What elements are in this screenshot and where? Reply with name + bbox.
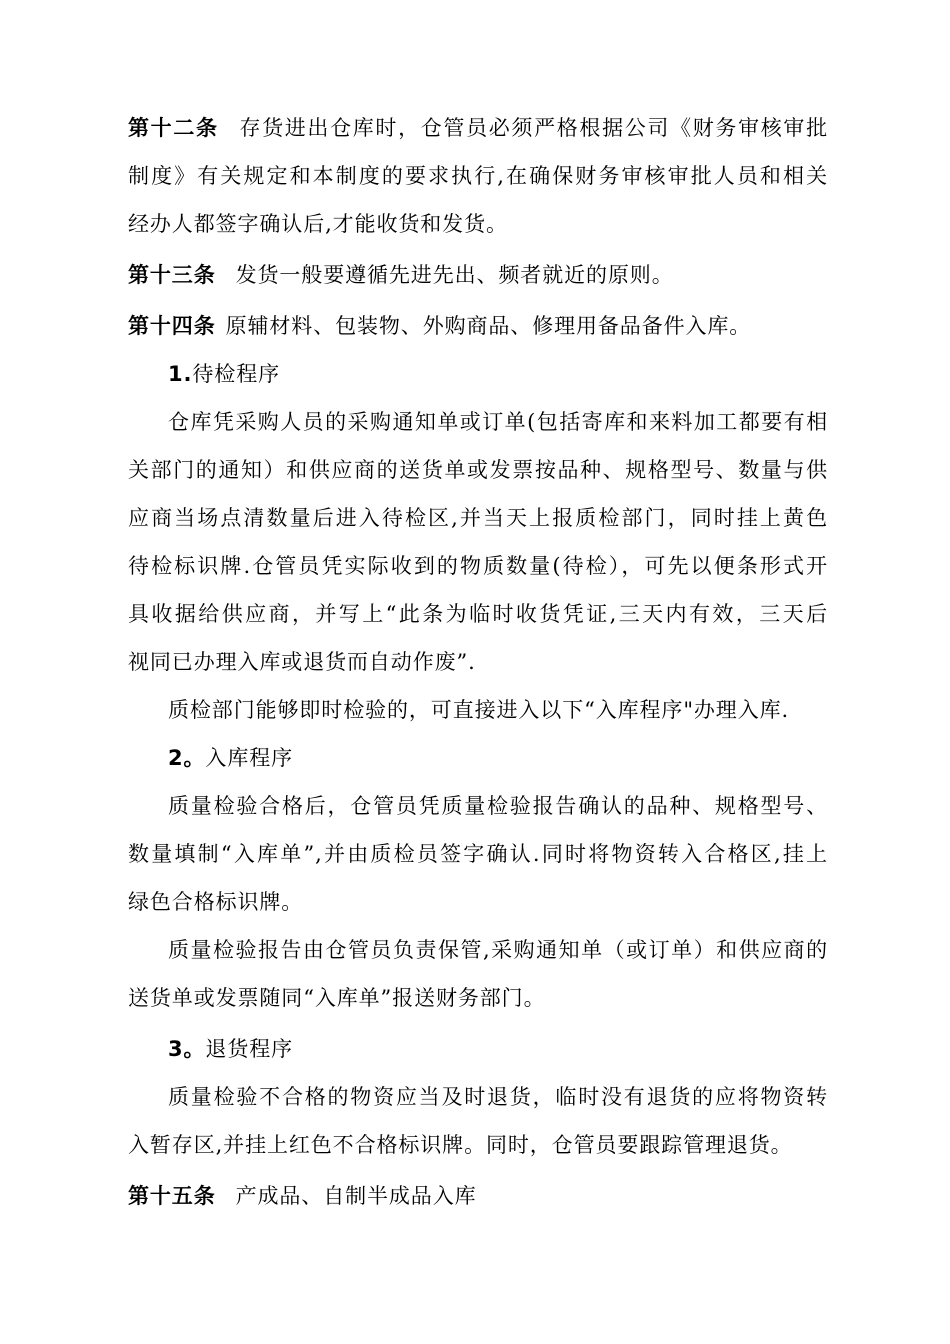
section2-title: 入库程序: [205, 746, 294, 770]
article14-line: [128, 311, 828, 341]
article13-line: [128, 260, 828, 290]
article12-text-line1: 存货进出仓库时，仓管员必须严格根据公司《财务审核审批: [238, 116, 828, 140]
section1-para1-line4: 待检标识牌.仓管员凭实际收到的物质数量(待检），可先以便条形式开: [128, 554, 828, 578]
section2-heading: [168, 743, 868, 773]
section2-para1-line1: 质量检验合格后，仓管员凭质量检验报告确认的品种、规格型号、: [168, 794, 828, 818]
section3-para1-line2: 入暂存区,并挂上红色不合格标识牌。同时，仓管员要跟踪管理退货。: [128, 1133, 793, 1157]
article15-heading: 第十五条: [128, 1184, 216, 1208]
section1-para2: 质检部门能够即时检验的，可直接进入以下“入库程序"办理入库.: [168, 698, 790, 722]
article12-line1: [128, 113, 828, 143]
section2-para1-line2: 数量填制“入库单”,并由质检员签字确认.同时将物资转入合格区,挂上: [128, 842, 828, 866]
section2-para2-line2: 送货单或发票随同“入库单”报送财务部门。: [128, 986, 546, 1010]
section1-para1-line6: 视同已办理入库或退货而自动作废”.: [128, 650, 476, 674]
section1-para1-line2: 关部门的通知）和供应商的送货单或发票按品种、规格型号、数量与供: [128, 458, 828, 482]
article13-text: 发货一般要遵循先进先出、频者就近的原则。: [235, 263, 674, 287]
section1-para1-line3: 应商当场点清数量后进入待检区,并当天上报质检部门，同时挂上黄色: [128, 506, 828, 530]
article14-text: 原辅材料、包装物、外购商品、修理用备品备件入库。: [225, 314, 752, 338]
section2-para2-line1: 质量检验报告由仓管员负责保管,采购通知单（或订单）和供应商的: [168, 938, 828, 962]
section1-para1-line1: 仓库凭采购人员的采购通知单或订单(包括寄库和来料加工都要有相: [168, 410, 828, 434]
section1-title: 待检程序: [192, 362, 280, 386]
section2-number: 2。: [168, 746, 206, 770]
article14-heading: 第十四条: [128, 314, 216, 338]
article12-line2: 制度》有关规定和本制度的要求执行,在确保财务审核审批人员和相关: [128, 164, 828, 188]
section3-title: 退货程序: [205, 1037, 294, 1061]
section1-para1-line5: 具收据给供应商，并写上“此条为临时收货凭证,三天内有效，三天后: [128, 602, 828, 626]
article13-heading: 第十三条: [128, 263, 216, 287]
section3-heading: [168, 1034, 868, 1064]
article15-line: [128, 1181, 828, 1211]
section2-para1-line3: 绿色合格标识牌。: [128, 890, 304, 914]
article15-text: 产成品、自制半成品入库: [235, 1184, 477, 1208]
section1-heading: [168, 359, 868, 389]
section3-para1-line1: 质量检验不合格的物资应当及时退货，临时没有退货的应将物资转: [168, 1085, 828, 1109]
article12-line3: 经办人都签字确认后,才能收货和发货。: [128, 212, 508, 236]
article12-heading: 第十二条: [128, 116, 219, 140]
section3-number: 3。: [168, 1037, 206, 1061]
section1-number: 1.: [168, 362, 193, 386]
